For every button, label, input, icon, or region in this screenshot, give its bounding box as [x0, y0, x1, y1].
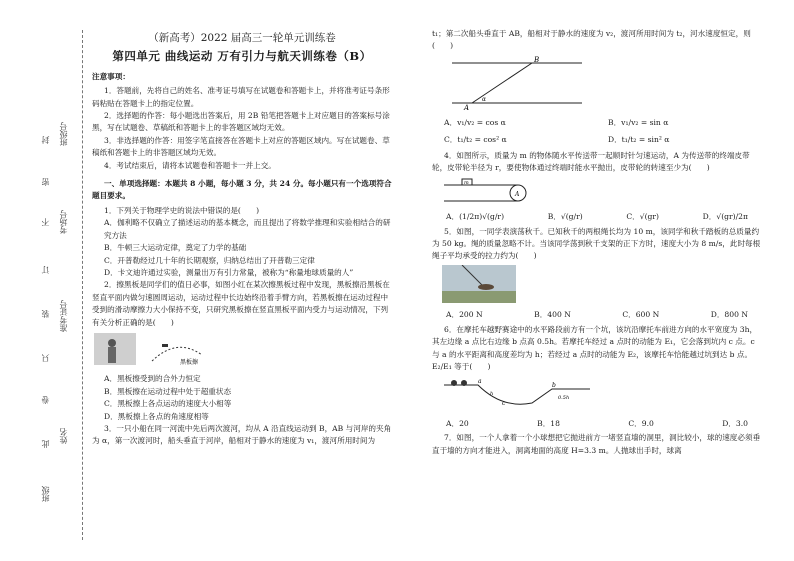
- student-body: [108, 347, 116, 363]
- question-2-figure: [92, 331, 212, 367]
- point-b-label: b: [552, 382, 556, 390]
- question-5-option-c: C．600 N: [622, 310, 660, 320]
- binding-line: [82, 30, 83, 540]
- question-4-options: [432, 211, 762, 223]
- question-4-option-c: C．√(gr): [626, 212, 660, 222]
- side-label-install: 装: [41, 310, 50, 318]
- section-heading: 一、单项选择题：本题共 8 小题，每小题 3 分，共 24 分。每小题只有一个选项符合题目要求。: [92, 179, 392, 201]
- question-1-option-c: C．开普勒经过几十年的长期观察，归纳总结出了开普勒三定律: [104, 255, 315, 265]
- question-6-options: [432, 418, 762, 430]
- question-3-options-row-2: [432, 134, 762, 146]
- question-2-stem: 2．擦黑板是同学们的值日必事，如图小红在某次擦黑板过程中发现，黑板擦沿黑板在竖直平面内做匀速圆周运动，运动过程中长边始终沿着手臂方向，若黑板擦在运动过程中受到的滑动摩擦力大小保持不变，只研究黑板擦在竖直黑板平面内受力与运动情况，下列有关分析正确的是( ): [92, 280, 390, 327]
- notice-item: 2．选择题的作答：每小题选出答案后，用 2B 铅笔把答题卡上对应题目的答案标号涂黑，写在试题卷、草稿纸和答题卡上的非答题区域均无效。: [92, 111, 390, 133]
- exam-title: （新高考）2022 届高三一轮单元训练卷: [148, 32, 336, 44]
- notice-heading: 注意事项：: [92, 71, 130, 81]
- side-label-bind: 订: [41, 266, 50, 274]
- left-column: [92, 28, 392, 448]
- right-column: [432, 28, 762, 457]
- height-half-h-label: 0.5h: [558, 395, 570, 402]
- question-2-option-c: C．黑板擦上各点运动的速度大小相等: [104, 399, 232, 409]
- question-3-stem: 3．一只小船在同一河流中先后两次渡河，均从 A 沿直线运动到 B，AB 与河岸的夹角为 α，第一次渡河时，船头垂直于河岸，船相对于静水的速度为 v₁，渡河所用时间为: [92, 423, 392, 446]
- swinger: [478, 284, 494, 290]
- question-6-option-b: B．18: [537, 418, 560, 428]
- question-4-option-d: D．√(gr)/2π: [702, 212, 748, 222]
- exam-subtitle: 第四单元 曲线运动 万有引力与航天训练卷（B）: [112, 49, 372, 64]
- side-label-class: 班级: [41, 486, 50, 502]
- student-head: [108, 339, 116, 347]
- point-b-label: B: [534, 55, 540, 64]
- question-2-option-b: B．黑板擦在运动过程中处于超重状态: [104, 386, 232, 396]
- question-6-stem: 6．在摩托车越野赛途中的水平路段前方有一个坑，该坑沿摩托车前进方向的水平宽度为 3h，其左边缘 a 点比右边缘 b 点高 0.5h。若摩托车经过 a 点时的动能为 E₁，它会落到坑内 c 点。c 与 a 的水平距离和高度差均为 h；若经过 a 点时的动能为 E₂，该摩托车恰能越过坑到达 b 点。E₂/E₁ 等于( ): [432, 324, 758, 371]
- question-5-figure: [442, 265, 516, 303]
- side-label-only: 只: [41, 354, 50, 362]
- question-1-stem: 1．下列关于物理学史的说法中错误的是( ): [104, 205, 260, 215]
- side-label-this: 此: [41, 440, 50, 448]
- notice-item: 3．非选择题的作答：用签字笔直接答在答题卡上对应的答题区域内。写在试题卷、草稿纸和答题卡上的非答题区域均无效。: [92, 135, 390, 158]
- question-6-option-a: A．20: [446, 418, 469, 428]
- question-2-option-d: D．黑板擦上各点的角速度相等: [104, 411, 209, 421]
- question-4-stem: 4．如图所示，质量为 m 的物体随水平传送带一起顺时针匀速运动，A 为传送带的终端皮带轮，皮带轮半径为 r，要使物体通过终端时能水平抛出，皮带轮的转速至少为( ): [432, 151, 750, 173]
- side-label-seal: 封: [41, 136, 50, 144]
- question-2-option-a: A．黑板擦受到的合外力恒定: [104, 374, 201, 384]
- side-label-class-number: 班级号: [59, 122, 68, 146]
- question-7-stem: 7．如图，一个人拿着一个小球想把它抛进前方一堵竖直墙的洞里，洞比较小，球的速度必须垂直于墙的方向才能进入，洞离地面的高度 H=3.3 m。人抛球出手时，球离: [432, 433, 761, 455]
- question-6-option-c: C．9.0: [628, 418, 654, 428]
- pulley-a-label: A: [515, 190, 520, 198]
- motorbike-wheel-front: [461, 380, 467, 386]
- question-5-options: [432, 309, 762, 321]
- question-6-figure: [442, 375, 592, 411]
- point-a-label: A: [464, 103, 470, 111]
- notice-item: 4．考试结束后，请将本试题卷和答题卡一并上交。: [104, 160, 276, 170]
- side-label-not: 不: [41, 218, 50, 226]
- height-h-label: h: [490, 391, 494, 398]
- question-5-stem: 5．如图，一同学表演荡秋千。已知秋千的两根绳长均为 10 m，该同学和秋千踏板的总质量约为 50 kg。绳的质量忽略不计。当该同学荡到秋千支架的正下方时，速度大小为 8 m/s，此时每根绳子平均承受的拉力约为( ): [432, 226, 761, 261]
- point-a-label: a: [478, 378, 482, 386]
- path-ab: [472, 63, 532, 103]
- angle-alpha-label: α: [482, 95, 487, 103]
- side-label-name: 姓名: [59, 428, 68, 444]
- side-label-exam-room: 考场号: [59, 210, 68, 234]
- question-3-option-d: D．t₁/t₂ = sin² α: [608, 134, 670, 144]
- block-m-label: m: [464, 179, 469, 186]
- question-4-option-a: A．(1/2π)√(g/r): [446, 212, 505, 222]
- question-4-option-b: B．√(g/r): [547, 212, 583, 222]
- question-3-stem-continued: t₁；第二次船头垂直于 AB，船相对于静水的速度为 v₂，渡河所用时间为 t₂，河水速度恒定，则( ): [432, 29, 751, 51]
- question-3-option-c: C．t₁/t₂ = cos² α: [444, 134, 507, 144]
- question-3-options-row-1: [432, 117, 762, 129]
- photo-ground: [442, 291, 516, 303]
- question-1-option-a: A．伽利略不仅确立了描述运动的基本概念，而且提出了将数学推理和实验相结合的研究方法: [104, 218, 391, 240]
- side-label-admission-number: 准考证号: [59, 300, 68, 332]
- question-6-option-d: D．3.0: [722, 418, 748, 428]
- question-3-figure: [452, 55, 592, 111]
- side-label-secret: 密: [41, 178, 50, 186]
- question-1-option-b: B．牛顿三大运动定律，奠定了力学的基础: [104, 243, 247, 253]
- eraser-mark: [162, 344, 168, 347]
- question-3-option-a: A．v₁/v₂ = cos α: [444, 118, 506, 128]
- notice-item: 1．答题前，先将自己的姓名、准考证号填写在试题卷和答题卡上，并将准考证号条形码粘贴在答题卡上的指定位置。: [92, 86, 390, 108]
- question-5-option-b: B．400 N: [534, 310, 571, 320]
- question-2-figure-label: 黑板擦: [180, 358, 199, 366]
- question-4-figure: [442, 177, 532, 205]
- question-1-option-d: D．卡文迪许通过实验，测量出万有引力常量，被称为“称量地球质量的人”: [104, 267, 354, 277]
- question-5-option-d: D．800 N: [710, 310, 748, 320]
- motorbike-wheel-back: [451, 380, 457, 386]
- question-3-option-b: B．v₁/v₂ = sin α: [608, 118, 669, 128]
- point-c-label: c: [502, 400, 506, 408]
- question-5-option-a: A．200 N: [446, 310, 483, 320]
- side-label-paper: 卷: [41, 396, 50, 404]
